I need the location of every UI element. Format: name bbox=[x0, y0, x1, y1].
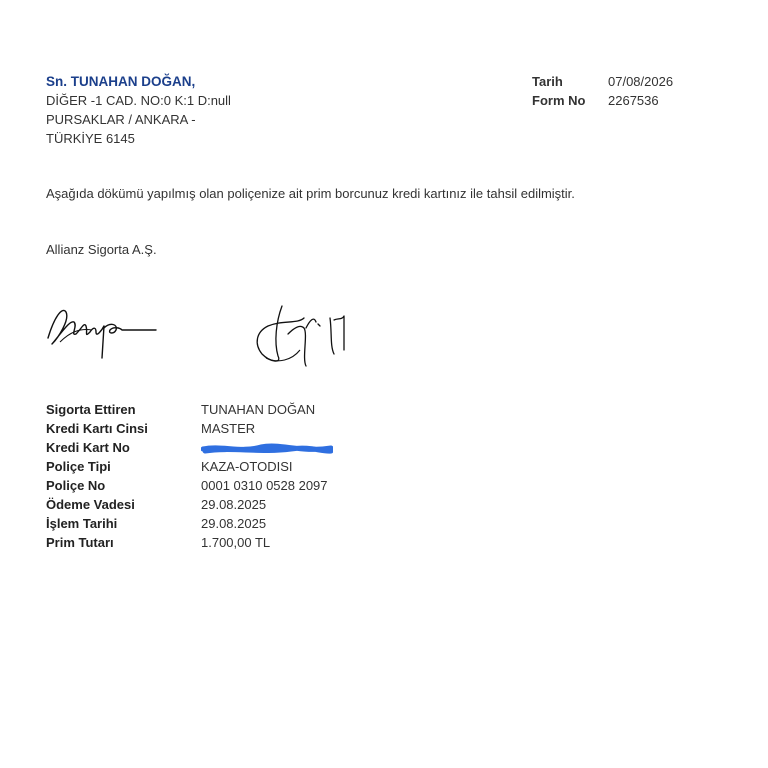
address-line-1: DİĞER -1 CAD. NO:0 K:1 D:null bbox=[46, 93, 231, 108]
detail-row-policyholder bbox=[46, 400, 328, 419]
policy-type-value: KAZA-OTODISI bbox=[201, 459, 293, 474]
policy-no-value: 0001 0310 0528 2097 bbox=[201, 478, 328, 493]
date-value: 07/08/2026 bbox=[608, 74, 674, 89]
date-label: Tarih bbox=[532, 74, 563, 89]
card-type-value: MASTER bbox=[201, 421, 256, 436]
premium-label: Prim Tutarı bbox=[46, 535, 114, 550]
transaction-date-label: İşlem Tarihi bbox=[46, 516, 118, 531]
recipient-name: Sn. TUNAHAN DOĞAN, bbox=[46, 74, 196, 89]
recipient-block bbox=[46, 72, 231, 148]
detail-row-policy-type bbox=[46, 457, 328, 476]
signature-2 bbox=[248, 298, 358, 370]
payment-message: Aşağıda dökümü yapılmış olan poliçenize ait prim borcunuz kredi kartınız ile tahsil edilmiştir. bbox=[46, 186, 575, 201]
detail-row-policy-no bbox=[46, 476, 328, 495]
detail-row-transaction-date bbox=[46, 514, 328, 533]
form-no-label: Form No bbox=[532, 93, 586, 108]
detail-row-card-no bbox=[46, 438, 328, 457]
signature-1 bbox=[40, 298, 162, 362]
detail-row-due-date bbox=[46, 495, 328, 514]
card-no-label: Kredi Kart No bbox=[46, 440, 130, 455]
address-line-3: TÜRKİYE 6145 bbox=[46, 131, 135, 146]
due-date-value: 29.08.2025 bbox=[201, 497, 267, 512]
premium-value: 1.700,00 TL bbox=[201, 535, 271, 550]
form-no-row bbox=[532, 91, 673, 110]
transaction-date-value: 29.08.2025 bbox=[201, 516, 267, 531]
form-no-value: 2267536 bbox=[608, 93, 659, 108]
policyholder-value: TUNAHAN DOĞAN bbox=[201, 402, 316, 417]
detail-row-card-type bbox=[46, 419, 328, 438]
date-row bbox=[532, 72, 673, 91]
policy-no-label: Poliçe No bbox=[46, 478, 106, 493]
address-line-2: PURSAKLAR / ANKARA - bbox=[46, 112, 196, 127]
payment-details bbox=[46, 400, 328, 552]
detail-row-premium bbox=[46, 533, 328, 552]
policyholder-label: Sigorta Ettiren bbox=[46, 402, 136, 417]
company-name: Allianz Sigorta A.Ş. bbox=[46, 242, 157, 257]
due-date-label: Ödeme Vadesi bbox=[46, 497, 135, 512]
policy-type-label: Poliçe Tipi bbox=[46, 459, 111, 474]
document-meta bbox=[532, 72, 673, 110]
redaction-scribble bbox=[201, 443, 333, 455]
card-type-label: Kredi Kartı Cinsi bbox=[46, 421, 148, 436]
